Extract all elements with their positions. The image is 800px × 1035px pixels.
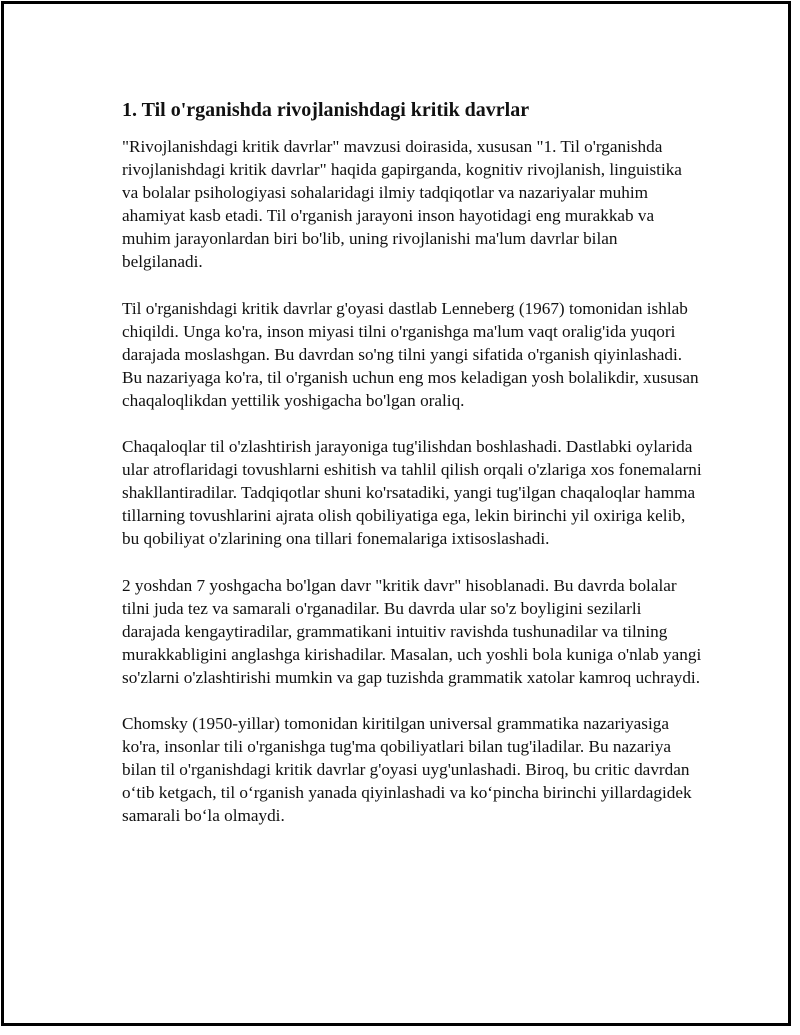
paragraph-lenneberg: Til o'rganishdagi kritik davrlar g'oyasi dastlab Lenneberg (1967) tomonidan ishlab chiqildi. Unga ko'ra, inson miyasi tilni o'rganishga ma'lum vaqt oralig'ida yuqori darajada moslashgan. Bu davrdan so'ng tilni yangi sifatida o'rganish qiyinlashadi. Bu nazariyaga ko'ra, til o'rganish uchun eng mos keladigan yosh bolalikdir, xususan chaqaloqlikdan yettilik yoshigacha bo'lgan oraliq. bbox=[122, 298, 699, 410]
paragraph-chomsky: Chomsky (1950-yillar) tomonidan kiritilgan universal grammatika nazariyasiga ko'ra, insonlar tili o'rganishga tug'ma qobiliyatlari bilan tug'iladilar. Bu nazariya bilan til o'rganishdagi kritik davrlar g'oyasi uyg'unlashadi. Biroq, bu critic davrdan o‘tib ketgach, til o‘rganish yanada qiyinlashadi va ko‘pincha birinchi yillardagidek samarali bo‘la olmaydi. bbox=[122, 713, 692, 826]
page-frame bbox=[1, 1, 791, 1026]
paragraph-critical-period: 2 yoshdan 7 yoshgacha bo'lgan davr "kritik davr" hisoblanadi. Bu davrda bolalar tilni juda tez va samarali o'rganadilar. Bu davrda ular so'z boyligini sezilarli darajada kengaytiradilar, grammatikani intuitiv ravishda tushunadilar va tilning murakkabligini anglashga kirishadilar. Masalan, uch yoshli bola kuniga o'nlab yangi so'zlarni o'zlashtirishi mumkin va gap tuzishda grammatik xatolar kamroq uchraydi. bbox=[122, 575, 702, 687]
document-body bbox=[122, 97, 702, 850]
paragraph-intro: "Rivojlanishdagi kritik davrlar" mavzusi doirasida, xususan "1. Til o'rganishda rivojlanishdagi kritik davrlar" haqida gapirganda, kognitiv rivojlanish, linguistika va bolalar psihologiyasi sohalaridagi ilmiy tadqiqotlar va nazariyalar muhim ahamiyat kasb etadi. Til o'rganish jarayoni inson hayotidagi eng murakkab va muhim jarayonlardan biri bo'lib, uning rivojlanishi ma'lum davrlar bilan belgilanadi. bbox=[122, 137, 682, 272]
paragraph-infants: Chaqaloqlar til o'zlashtirish jarayoniga tug'ilishdan boshlashadi. Dastlabki oylarida ular atroflaridagi tovushlarni eshitish va tahlil qilish orqali o'zlariga xos fonemalarni shakllantiradilar. Tadqiqotlar shuni ko'rsatadiki, yangi tug'ilgan chaqaloqlar hamma tillarning tovushlarini ajrata olish qobiliyatiga ega, lekin birinchi yil oxiriga kelib, bu qobiliyat o'zlarining ona tillari fonemalariga ixtisoslashadi. bbox=[122, 437, 702, 549]
section-heading: 1. Til o'rganishda rivojlanishdagi kritik davrlar bbox=[122, 99, 530, 121]
